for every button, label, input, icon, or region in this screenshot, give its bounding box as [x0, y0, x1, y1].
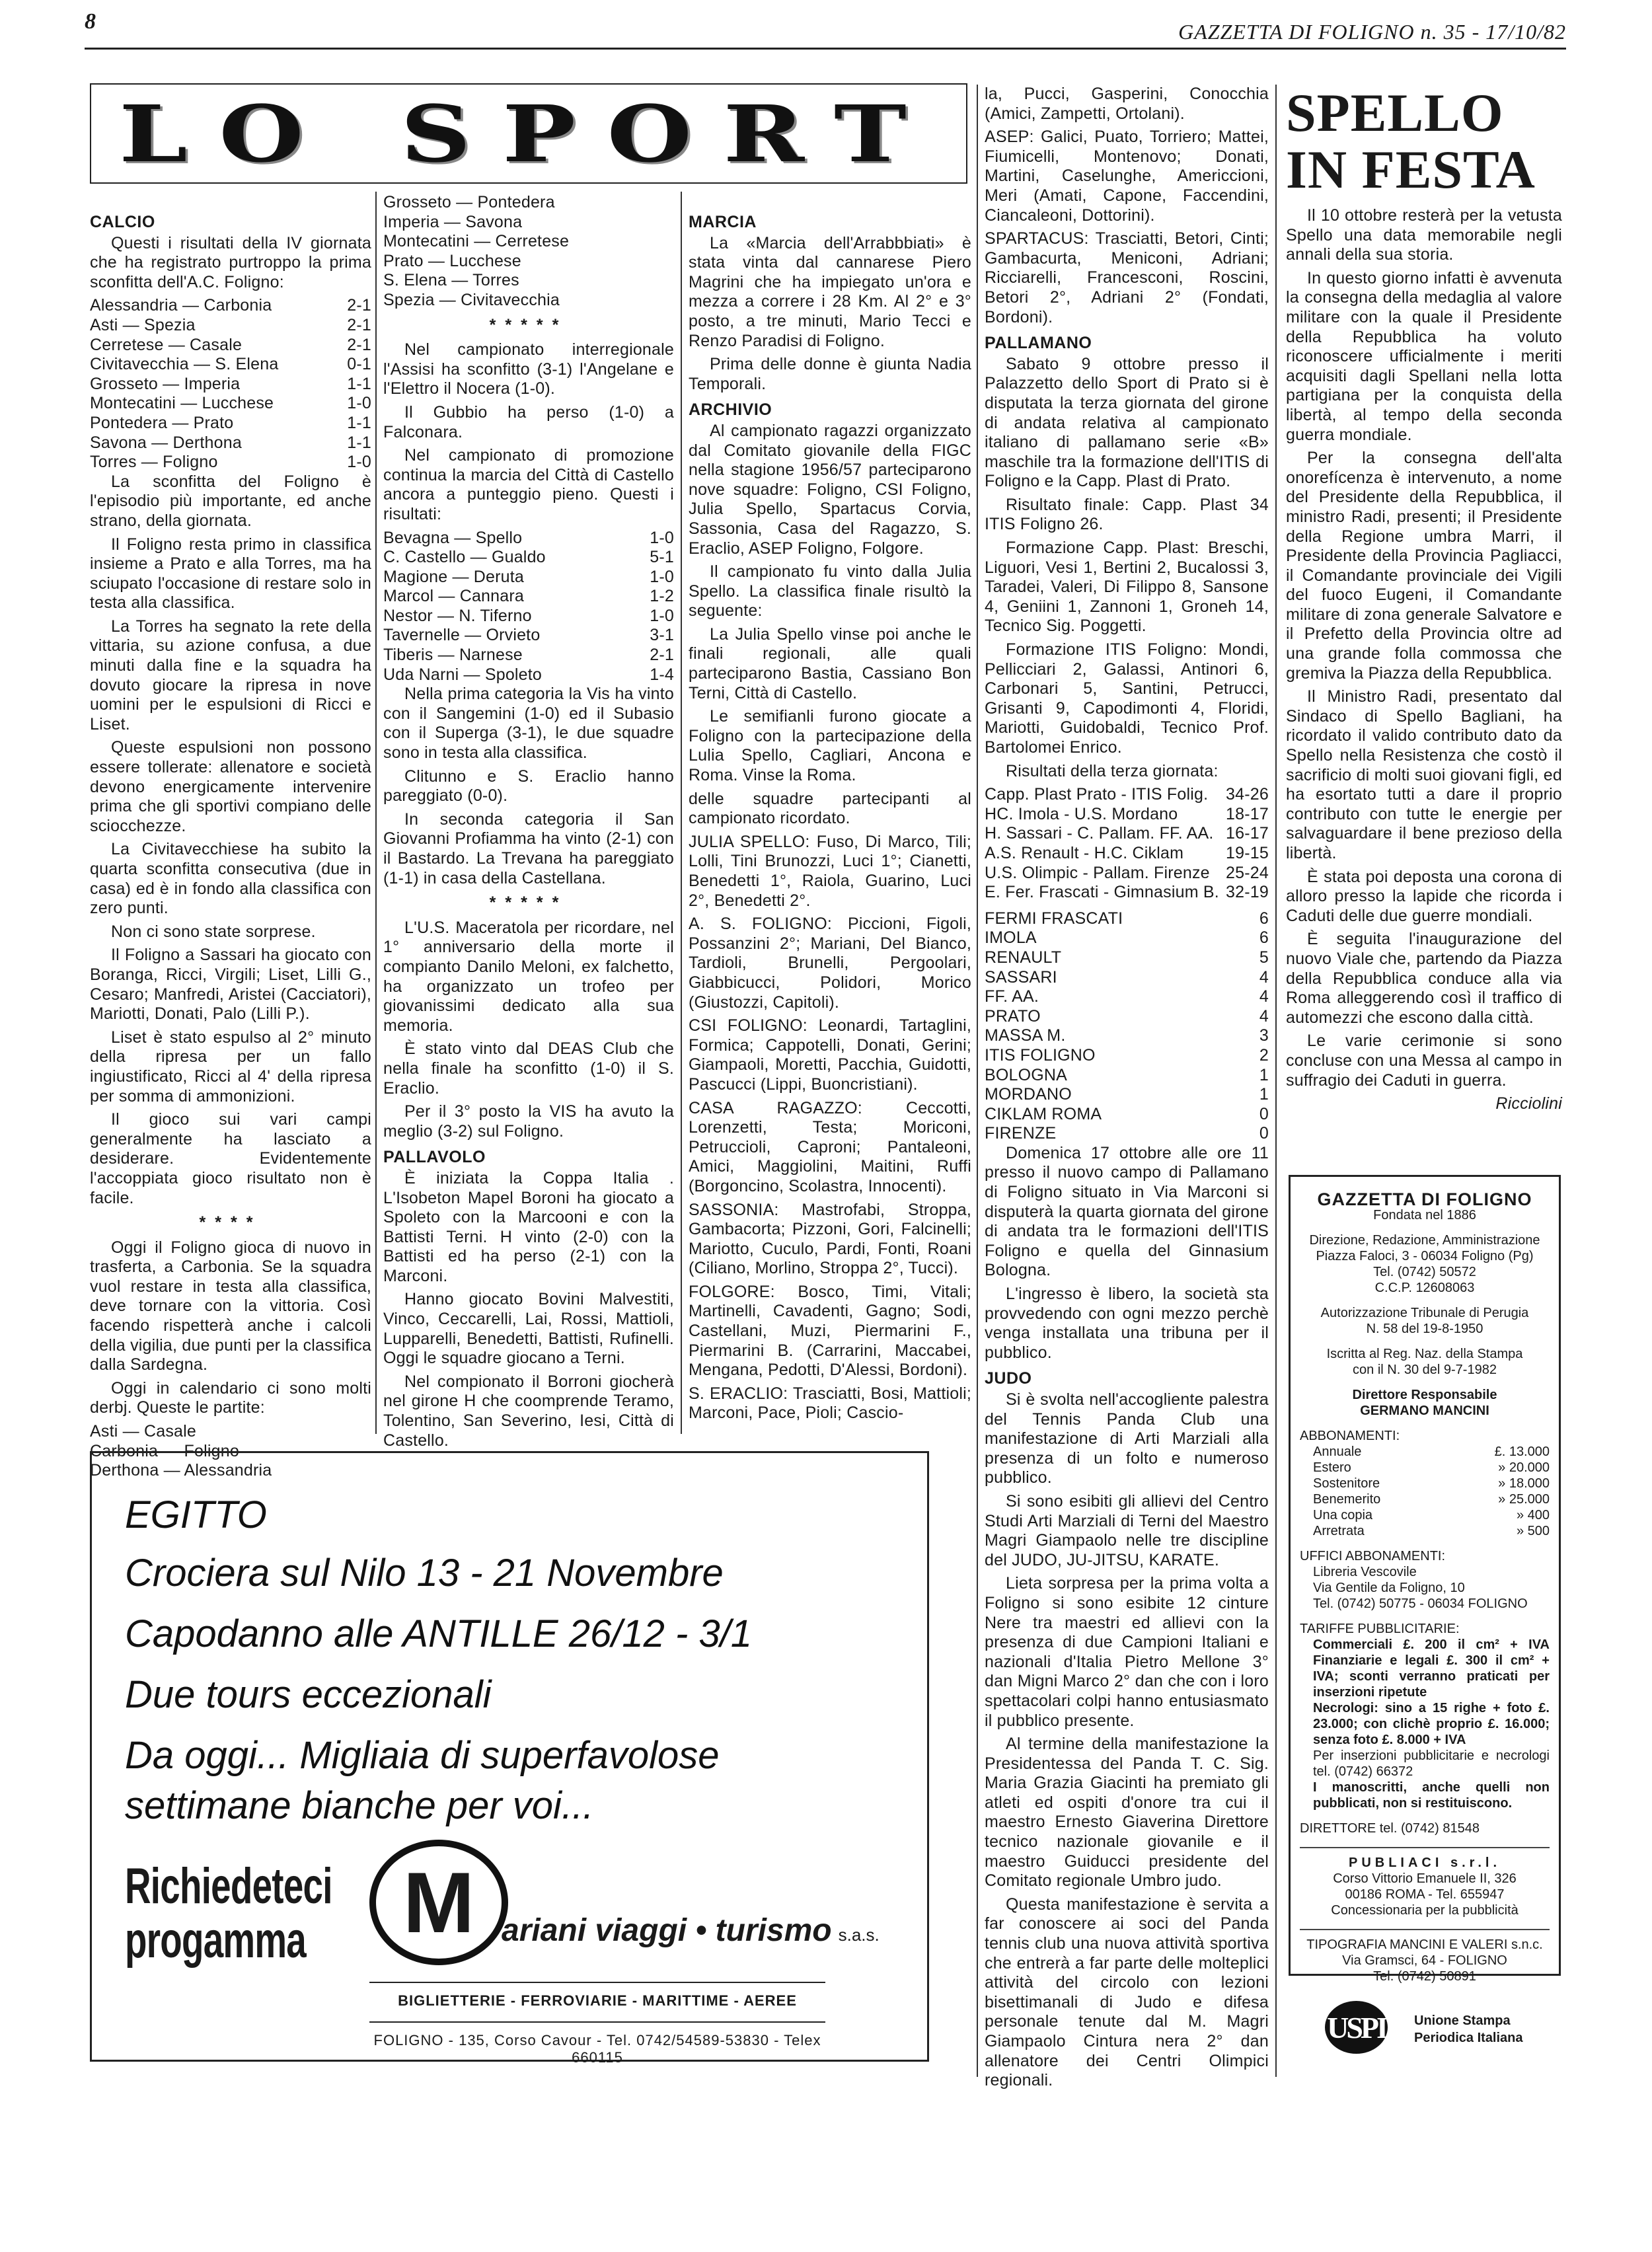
result-row	[383, 529, 674, 548]
column-divider	[681, 192, 682, 1434]
paragraph: Il 10 ottobre resterà per la vetusta Spello una data memorabile negli annali della sua storia.	[1286, 206, 1562, 264]
result-score: 3	[1259, 1026, 1269, 1045]
paragraph: Formazione ITIS Foligno: Mondi, Pellicciari 2, Galassi, Antinori 6, Carbonari 5, Santini, Petrucci, Grisanti 9, Capodimonti 4, Floridi, Mariotti, Guidobaldi, Tecnico Prof. Bartolomei Enrico.	[985, 640, 1269, 757]
paragraph: La Julia Spello vinse poi anche le finali regionali, alle quali parteciparono Bastia, Cassiano Bon Terni, Città di Castello.	[689, 624, 971, 702]
result-teams: PRATO	[985, 1006, 1041, 1026]
result-score: 1-0	[347, 453, 371, 472]
result-row	[985, 864, 1269, 883]
result-row	[90, 433, 371, 453]
travel-advertisement	[90, 1451, 929, 2066]
paragraph: Clitunno e S. Eraclio hanno pareggiato (0-0).	[383, 767, 674, 806]
paragraph: Lieta sorpresa per la prima volta a Foligno si sono esibite 12 cinture Nere tra maestri ed allievi con la presenza di due Campioni Italiani e nazionali d'Italia Pietro Mellone 3° dan Migni Marco 2° dan che con i loro spettacolari colpi hanno entusiasmato il pubblico presente.	[985, 1574, 1269, 1730]
paragraph: Nella prima categoria la Vis ha vinto con il Sangemini (1-0) ed il Subasio con il Superga (3-1), le due squadre sono in testa alla classifica.	[383, 685, 674, 763]
ad-rule	[369, 1982, 825, 1983]
paragraph: CASA RAGAZZO: Ceccotti, Lorenzetti, Testa; Moriconi, Petruccioli, Caproni; Pantaleoni, Amici, Maggiolini, Maitini, Ruffi (Borgoncino, Scolastra, Innocenti).	[689, 1098, 971, 1195]
fixture-line: Prato — Lucchese	[383, 251, 521, 270]
result-row	[985, 987, 1269, 1007]
paragraph: La sconfitta del Foligno è l'episodio più importante, ed anche strano, della giornata.	[90, 472, 371, 530]
fixture-line: Montecatini — Cerretese	[383, 232, 570, 251]
paragraph: Hanno giocato Bovini Malvestiti, Vinco, Ceccarelli, Lai, Rossi, Mattioli, Lupparelli, Benedetti, Battisti, Rufinelli. Oggi le squadre giocano a Terni.	[383, 1290, 674, 1368]
paragraph: Al termine della manifestazione la Presidentessa del Panda T. C. Sig. Maria Grazia Giacinti ha premiato gli atleti ed ospiti d'onore tra cui il maestro Ernesto Giaverina Direttore tecnico nazionale giovanile e il maestro Guiducci presidente del Comitato regionale Umbro judo.	[985, 1735, 1269, 1891]
masthead-founded: Fondata nel 1886	[1373, 1208, 1476, 1222]
result-score: 2-1	[347, 315, 371, 334]
ad-line: Due tours eccezionali	[125, 1673, 492, 1716]
logo-name: ariani viaggi • turismo	[502, 1913, 832, 1948]
result-score: 0	[1259, 1124, 1269, 1143]
fixture-line: Spezia — Civitavecchia	[383, 290, 560, 309]
result-row	[90, 453, 371, 472]
masthead-authorization: Autorizzazione Tribunale di Perugia	[1320, 1306, 1529, 1320]
paragraph: Domenica 17 ottobre alle ore 11 presso il nuovo campo di Pallamano di Foligno situato in Via Marconi si disputerà la quarta giornata del girone di andata tra le formazioni dell'ITIS Foligno e quella del Ginnasium Bologna.	[985, 1143, 1269, 1280]
director-phone: DIRETTORE tel. (0742) 81548	[1300, 1821, 1480, 1836]
column-calcio-continued	[383, 193, 674, 1454]
paragraph: Si è svolta nell'accogliente palestra del Tennis Panda Club una manifestazione di Arti Marziali alla presenza di un folto e numeroso pubblico.	[985, 1390, 1269, 1487]
result-row	[383, 665, 674, 685]
result-row	[90, 296, 371, 316]
rates-text: Commerciali £. 200 il cm² + IVA Finanziarie e legali £. 300 il cm² + IVA; sconti verranno praticati per inserzioni ripetute	[1313, 1637, 1550, 1700]
result-score: 32-19	[1226, 883, 1269, 902]
result-teams: Tiberis — Narnese	[383, 646, 523, 665]
result-score: 2-1	[347, 296, 371, 315]
result-row	[985, 805, 1269, 825]
newspaper-issue-title: GAZZETTA DI FOLIGNO n. 35 - 17/10/82	[1178, 20, 1566, 44]
result-teams: BOLOGNA	[985, 1065, 1068, 1084]
masthead-director-name: GERMANO MANCINI	[1360, 1404, 1489, 1418]
paragraph: Oggi in calendario ci sono molti derbj. Queste le partite:	[90, 1378, 371, 1417]
paragraph: Risultati della terza giornata:	[1006, 761, 1219, 780]
masthead-divider	[1300, 1847, 1550, 1848]
result-row	[985, 1026, 1269, 1046]
result-teams: CIKLAM ROMA	[985, 1104, 1102, 1123]
paragraph: La «Marcia dell'Arrabbbiati» è stata vinta dal cannarese Piero Magrini che ha impiegato un'ora e mezza a correre i 28 Km. Al 2° e 3° posto, a tre minuti, Mario Tecci e Renzo Paradisi di Foligno.	[689, 233, 971, 350]
subscription-type: Sostenitore	[1313, 1476, 1380, 1491]
ad-cta-line: progamma	[125, 1912, 306, 1969]
paragraph: Il Gubbio ha perso (1-0) a Falconara.	[383, 402, 674, 441]
paragraph: La Civitavecchiese ha subito la quarta sconfitta consecutiva (due in casa) ed è in fondo alla classifica con zero punti.	[90, 840, 371, 918]
result-teams: MORDANO	[985, 1085, 1072, 1104]
result-score: 1-4	[650, 665, 674, 684]
publiaci-line: Corso Vittorio Emanuele II, 326	[1333, 1871, 1517, 1886]
paragraph: Nel compionato il Borroni giocherà nel girone H che coomprende Teramo, Tolentino, San Severino, Iesi, Città di Castello.	[383, 1372, 674, 1450]
section-heading: PALLAMANO	[985, 334, 1092, 353]
column-marcia-archivio	[689, 206, 971, 1427]
paragraph: Oggi il Foligno gioca di nuovo in trasferta, a Carbonia. Se la squadra vuol restare in testa alla classifica, deve tornare con la vittoria. Così facendo rispetterà anche i calcoli della vigilia, due punti per la classifica dalla Sardegna.	[90, 1238, 371, 1374]
ad-cta-line: Richiedeteci	[125, 1858, 332, 1914]
paragraph: Nel campionato di promozione continua la marcia del Città di Castello ancora a punteggio pieno. Questi i risultati:	[383, 446, 674, 523]
uspi-logo	[1325, 2001, 1388, 2054]
result-row	[985, 785, 1269, 805]
subscription-row	[1300, 1507, 1550, 1523]
result-score: 2-1	[347, 335, 371, 354]
result-row	[985, 824, 1269, 844]
ad-address: FOLIGNO - 135, Corso Cavour - Tel. 0742/54589-53830 - Telex 660115	[373, 2032, 821, 2066]
paragraph: Formazione Capp. Plast: Breschi, Liguori, Vesi 1, Bertini 2, Bucalossi 3, Taradei, Valeri, Di Filippo 8, Sansone 4, Geniini 1, Zannoni 1, Groneh 14, Tecnico Sig. Poggetti.	[985, 539, 1269, 636]
publiaci-line: 00186 ROMA - Tel. 655947	[1345, 1887, 1505, 1902]
spello-headline: SPELLO IN FESTA	[1286, 83, 1536, 200]
result-row	[90, 414, 371, 433]
result-teams: ITIS FOLIGNO	[985, 1045, 1096, 1065]
result-teams: Capp. Plast Prato - ITIS Folig.	[985, 785, 1209, 804]
masthead-office: C.C.P. 12608063	[1374, 1281, 1475, 1295]
result-score: 1-0	[347, 394, 371, 413]
paragraph: Nel campionato interregionale l'Assisi ha sconfitto (3-1) l'Angelane e l'Elettro il Nocera (1-0).	[383, 340, 674, 398]
offices-line: Tel. (0742) 50775 - 06034 FOLIGNO	[1313, 1596, 1528, 1611]
paragraph: Il Foligno resta primo in classifica insieme a Prato e alla Torres, ma ha sciupato l'occasione di restare solo in testa alla classifica.	[90, 535, 371, 613]
result-row	[985, 968, 1269, 988]
paragraph: Le varie cerimonie si sono concluse con una Messa al campo in suffragio dei Caduti in guerra.	[1286, 1032, 1562, 1090]
result-row	[383, 587, 674, 607]
separator-stars: *****	[489, 315, 568, 334]
printer-line: Tel. (0742) 50891	[1373, 1969, 1476, 1984]
result-score: 5-1	[650, 548, 674, 567]
uspi-caption	[1414, 2012, 1523, 2046]
result-row	[985, 1007, 1269, 1027]
paragraph: In seconda categoria il San Giovanni Profiamma ha vinto (2-1) con il Bastardo. La Trevana ha pareggiato (1-1) in casa della Castellana.	[383, 809, 674, 887]
manuscripts-note: I manoscritti, anche quelli non pubblicati, non si restituiscono.	[1313, 1780, 1550, 1811]
subscription-price: » 20.000	[1498, 1460, 1550, 1475]
subscription-price: » 500	[1516, 1524, 1550, 1538]
masthead-divider	[1300, 1929, 1550, 1930]
ad-call-to-action	[125, 1859, 332, 1968]
paragraph: Liset è stato espulso al 2° minuto della ripresa per un fallo ingiustificato, Ricci al 4' della ripresa per somma di ammonizioni.	[90, 1028, 371, 1106]
result-row	[985, 1105, 1269, 1125]
paragraph: L'U.S. Maceratola per ricordare, nel 1° anniversario della morte il compianto Danilo Meloni, ex falchetto, ha organizzato un trofeo per giovanissimi dedicato alla sua memoria.	[383, 918, 674, 1035]
paragraph: È stata poi deposta una corona di alloro presso la lapide che ricorda i Caduti delle due guerre mondiali.	[1286, 867, 1562, 925]
result-teams: Nestor — N. Tiferno	[383, 606, 532, 625]
result-row	[985, 1124, 1269, 1144]
offices-label: UFFICI ABBONAMENTI:	[1300, 1549, 1446, 1563]
result-row	[90, 394, 371, 414]
result-teams: Tavernelle — Orvieto	[383, 626, 541, 645]
ads-contact: Per inserzioni pubblicitarie e necrologi tel. (0742) 66372	[1313, 1748, 1550, 1779]
paragraph: Le semifianli furono giocate a Foligno con la partecipazione della Lulia Spello, Cagliari, Ancona e Roma. Vinse la Roma.	[689, 707, 971, 785]
separator-stars: ****	[199, 1213, 262, 1232]
column-divider	[1275, 85, 1277, 2077]
uspi-line: Unione Stampa	[1414, 2013, 1511, 2028]
paragraph: Prima delle donne è giunta Nadia Temporali.	[689, 355, 971, 393]
result-row	[985, 1085, 1269, 1105]
result-row	[383, 568, 674, 587]
paragraph: delle squadre partecipanti al campionato ricordato.	[689, 789, 971, 828]
spacer	[985, 903, 1269, 909]
fixture-line: Grosseto — Pontedera	[383, 193, 555, 211]
result-score: 3-1	[650, 626, 674, 645]
section-heading: JUDO	[985, 1369, 1032, 1388]
result-score: 5	[1259, 948, 1269, 967]
section-title: LO SPORT	[119, 87, 938, 180]
subscription-price: » 25.000	[1498, 1492, 1550, 1507]
result-row	[383, 548, 674, 568]
ad-line: settimane bianche per voi...	[125, 1784, 594, 1827]
ad-rule	[369, 2021, 825, 2023]
paragraph: Il Foligno a Sassari ha giocato con Boranga, Ricci, Virgili; Liset, Lilli G., Cesaro; Manfredi, Aristei (Cacciatori), Mariotti, Donati, Palo (Lilli P.).	[90, 946, 371, 1024]
result-teams: HC. Imola - U.S. Mordano	[985, 804, 1178, 823]
result-teams: Uda Narni — Spoleto	[383, 665, 543, 684]
result-teams: Cerretese — Casale	[90, 335, 243, 354]
result-teams: IMOLA	[985, 928, 1037, 948]
paragraph: Il campionato fu vinto dalla Julia Spello. La classifica finale risultò la seguente:	[689, 562, 971, 620]
result-score: 1-2	[650, 587, 674, 606]
column-calcio	[90, 206, 371, 1481]
ad-line: Capodanno alle ANTILLE 26/12 - 3/1	[125, 1612, 753, 1655]
paragraph: A. S. FOLIGNO: Piccioni, Figoli, Possanzini 2°; Mariani, Del Bianco, Tardioli, Brunelli, Pergoolari, Giabbicucci, Polidori, Morico (Giustozzi, Capitoli).	[689, 915, 971, 1012]
result-row	[985, 948, 1269, 968]
masthead-name: GAZZETTA DI FOLIGNO	[1317, 1189, 1532, 1209]
paragraph: JULIA SPELLO: Fuso, Di Marco, Tili; Lolli, Tini Brunozzi, Luci 1°; Cianetti, Benedetti 1°, Raiola, Guarino, Luci 2°, Benedetti 2°.	[689, 832, 971, 910]
result-row	[90, 355, 371, 375]
result-teams: Torres — Foligno	[90, 453, 218, 472]
subscription-type: Arretrata	[1313, 1524, 1365, 1538]
result-score: 4	[1259, 1006, 1269, 1026]
result-score: 1-1	[347, 413, 371, 432]
result-teams: Savona — Derthona	[90, 433, 242, 452]
paragraph: In questo giorno infatti è avvenuta la consegna della medaglia al valore militare con la quale il Presidente della Repubblica ha voluto riconoscere ufficialmente i meriti acquisiti dagli Spellani nella lotta partigiana per la conquista della libertà, al tempo della seconda guerra mondiale.	[1286, 268, 1562, 444]
result-teams: MASSA M.	[985, 1026, 1066, 1045]
masthead-authorization: N. 58 del 19-8-1950	[1366, 1322, 1483, 1336]
result-row	[383, 607, 674, 626]
result-score: 1-1	[347, 374, 371, 393]
subscription-type: Annuale	[1313, 1445, 1362, 1459]
result-score: 1-0	[650, 567, 674, 586]
fixture-line: Asti — Casale	[90, 1422, 196, 1441]
column-divider	[375, 192, 377, 1434]
ad-services: BIGLIETTERIE - FERROVIARIE - MARITTIME - AEREE	[398, 1992, 797, 2009]
separator-stars: *****	[489, 893, 568, 913]
result-score: 6	[1259, 909, 1269, 928]
result-score: 6	[1259, 928, 1269, 948]
subscription-price: £. 13.000	[1494, 1445, 1550, 1459]
result-teams: Pontedera — Prato	[90, 413, 234, 432]
column-pallamano-judo	[985, 85, 1269, 2095]
paragraph: La Torres ha segnato la rete della vittaria, su azione confusa, a due minuti dalla fine e la squadra ha dovuto giocare la ripresa in nove uomini per le espulsioni di Ricci e Liset.	[90, 617, 371, 733]
subscription-type: Una copia	[1313, 1508, 1373, 1522]
section-heading: ARCHIVIO	[689, 400, 772, 420]
paragraph: Sabato 9 ottobre presso il Palazzetto dello Sport di Prato si è disputata la terza giornata del girone di andata relativa al campionato italiano di pallamano serie «B» maschile tra la formazione dell'ITIS di Foligno e la Capp. Plast di Prato.	[985, 354, 1269, 491]
paragraph: È stato vinto dal DEAS Club che nella finale ha sconfitto (1-0) il S. Eraclio.	[383, 1039, 674, 1098]
fixture-line: Derthona — Alessandria	[90, 1461, 272, 1480]
result-teams: Marcol — Cannara	[383, 587, 525, 606]
subscriptions-label: ABBONAMENTI:	[1300, 1429, 1400, 1443]
logo-suffix: s.a.s.	[838, 1925, 880, 1945]
subscriptions-list	[1300, 1444, 1550, 1539]
masthead-registration: Iscritta al Reg. Naz. della Stampa	[1326, 1347, 1523, 1361]
result-teams: E. Fer. Frascati - Gimnasium B.	[985, 883, 1219, 902]
result-row	[90, 375, 371, 394]
result-score: 1-0	[650, 528, 674, 547]
fixture-line: Carbonia — Foligno	[90, 1441, 239, 1460]
paragraph: Questa manifestazione è servita a far conoscere ai soci del Panda tennis club una nuova attività sportiva che entrerà a far parte delle molteplici attività del circolo con lezioni bisettimanali di Judo e difesa personale tenute dal M. Magri Giampaolo Cintura nera 2° dan allenatore dei Centri Olimpici regionali.	[985, 1895, 1269, 2090]
masthead-office: Piazza Faloci, 3 - 06034 Foligno (Pg)	[1316, 1249, 1534, 1263]
subscription-row	[1300, 1444, 1550, 1460]
result-score: 0-1	[347, 355, 371, 374]
result-score: 1-0	[650, 606, 674, 625]
subscription-row	[1300, 1491, 1550, 1507]
paragraph: FOLGORE: Bosco, Timi, Vitali; Martinelli, Cavadenti, Gagno; Sodi, Castellani, Muzi, Piermarini F., Piermarini B. (Carrarini, Maccabei, Mengana, Pedotti, D'Alessi, Bordoni).	[689, 1282, 971, 1380]
paragraph: Si sono esibiti gli allievi del Centro Studi Arti Marziali di Terni del Maestro Magri Giampaolo nelle tre discipline del JUDO, JU-JITSU, KARATE.	[985, 1491, 1269, 1569]
result-teams: Alessandria — Carbonia	[90, 296, 272, 315]
paragraph: Il gioco sui vari campi generalmente ha lasciato a desiderare. Evidentemente l'accoppiata gioco risultato non è facile.	[90, 1110, 371, 1207]
offices-line: Via Gentile da Foligno, 10	[1313, 1581, 1465, 1595]
fixture-line: S. Elena — Torres	[383, 271, 519, 290]
paragraph: CSI FOLIGNO: Leonardi, Tartaglini, Formica; Cappotelli, Donati, Gerini; Giampaoli, Moretti, Pacchia, Guidotti, Pascucci (Lippi, Buoncristiani).	[689, 1016, 971, 1094]
paragraph: SPARTACUS: Trasciatti, Betori, Cinti; Gambacurta, Meniconi, Adriani; Ricciarelli, Francesconi, Roscini, Betori 2°, Adriani 2° (Fondati, Bordoni).	[985, 229, 1269, 326]
result-score: 4	[1259, 967, 1269, 987]
result-score: 0	[1259, 1104, 1269, 1123]
masthead-director-label: Direttore Responsabile	[1352, 1388, 1497, 1402]
paragraph: Risultato finale: Capp. Plast 34 ITIS Foligno 26.	[985, 495, 1269, 534]
paragraph: SASSONIA: Mastrofabi, Stroppa, Gambacorta; Pizzoni, Gori, Falcinelli; Mariotto, Cuculo, Pardi, Fonti, Roani (Ciliano, Morlino, Stroppa 2°, Tucci).	[689, 1200, 971, 1278]
result-teams: Magione — Deruta	[383, 567, 525, 586]
result-score: 2	[1259, 1045, 1269, 1065]
subscription-price: » 18.000	[1498, 1476, 1550, 1491]
paragraph: S. ERACLIO: Trasciatti, Bosi, Mattioli; Marconi, Pace, Pioli; Cascio-	[689, 1384, 971, 1423]
offices-line: Libreria Vescovile	[1313, 1565, 1417, 1579]
result-score: 18-17	[1226, 804, 1269, 823]
fixture-line: Imperia — Savona	[383, 212, 523, 231]
result-teams: Asti — Spezia	[90, 315, 196, 334]
paragraph: la, Pucci, Gasperini, Conocchia (Amici, Zampetti, Ortolani).	[985, 85, 1269, 123]
result-score: 25-24	[1226, 863, 1269, 882]
section-heading: CALCIO	[90, 213, 155, 231]
result-row	[383, 646, 674, 665]
subscription-row	[1300, 1460, 1550, 1476]
masthead-office: Direzione, Redazione, Amministrazione	[1309, 1233, 1540, 1248]
masthead-office: Tel. (0742) 50572	[1373, 1265, 1476, 1279]
paragraph: ASEP: Galici, Puato, Torriero; Mattei, Fiumicelli, Montenovo; Donati, Martini, Caselunghe, Americcioni, Meri (Amati, Capone, Faccendini, Ciancaleoni, Dottorini).	[985, 128, 1269, 225]
mariani-logo-mark	[369, 1840, 508, 1965]
paragraph: L'ingresso è libero, la società sta provvedendo con ogni mezzo perchè venga installata una tribuna per il pubblico.	[985, 1285, 1269, 1362]
publiaci-name: PUBLIACI s.r.l.	[1348, 1856, 1501, 1870]
header-rule	[85, 48, 1566, 50]
section-heading: PALLAVOLO	[383, 1148, 486, 1167]
paragraph: È seguita l'inaugurazione del nuovo Viale che, partendo da Piazza della Repubblica conduce alla via Roma alleggerendo così il traffico di automezzi che escono dalla città.	[1286, 930, 1562, 1027]
result-score: 1-1	[347, 433, 371, 452]
result-row	[985, 909, 1269, 929]
result-row	[985, 1066, 1269, 1086]
result-row	[985, 844, 1269, 864]
result-teams: H. Sassari - C. Pallam. FF. AA.	[985, 824, 1214, 843]
result-teams: Montecatini — Lucchese	[90, 394, 274, 413]
result-teams: SASSARI	[985, 967, 1057, 987]
printer-line: Via Gramsci, 64 - FOLIGNO	[1342, 1953, 1507, 1968]
section-heading: MARCIA	[689, 213, 757, 231]
result-score: 1	[1259, 1065, 1269, 1084]
paragraph: Per il 3° posto la VIS ha avuto la meglio (3-2) sul Foligno.	[383, 1102, 674, 1141]
mariani-logo	[369, 1840, 880, 1972]
result-teams: Civitavecchia — S. Elena	[90, 355, 279, 374]
result-row	[985, 883, 1269, 903]
result-teams: RENAULT	[985, 948, 1062, 967]
paragraph: È iniziata la Coppa Italia . L'Isobeton Mapel Boroni ha giocato a Spoleto con la Marcooni e con la Battisti Terni. H vinto (2-0) con la Battisti ed ha perso (2-1) con la Marconi.	[383, 1168, 674, 1285]
paragraph: Il Ministro Radi, presentato dal Sindaco di Spello Bagliani, ha ricordato il valido contributo dato da Spello nella Resistenza che costò il sacrificio di molti suoi giovani figli, ed ha esortato tutti a dare il proprio contributo con tutte le energie per salvaguardare il bene prezioso della libertà.	[1286, 687, 1562, 862]
paragraph: Per la consegna dell'alta onorefícenza è intervenuto, a nome del Presidente della Repubblica, il ministro Radi, presenti; il Presidente della Regione umbra Marri, il Presidente della Provincia Pagliacci, il Comandante provinciale dei Vigili del fuoco Eugeni, il Comandante militare di zona generale Salvatore e il Prefetto della Provincia oltre ad una grande folla commossa che gremiva la Piazza della Repubblica.	[1286, 449, 1562, 683]
result-score: 2-1	[650, 646, 674, 665]
logo-letter: M	[402, 1854, 475, 1951]
subscription-type: Estero	[1313, 1460, 1351, 1475]
rates-label: TARIFFE PUBBLICITARIE:	[1300, 1622, 1460, 1636]
result-teams: U.S. Olimpic - Pallam. Firenze	[985, 863, 1210, 882]
paragraph: Questi i risultati della IV giornata che ha registrato purtroppo la prima sconfitta dell'A.C. Foligno:	[90, 233, 371, 291]
result-row	[985, 1046, 1269, 1066]
uspi-line: Periodica Italiana	[1414, 2031, 1523, 2045]
paragraph: Al campionato ragazzi organizzato dal Comitato giovanile della FIGC nella stagione 1956/57 parteciparono nove squadre: Foligno, CSI Foligno, Julia Spello, Spartacus Corvia, Sassonia, Casa del Ragazzo, S. Eraclio, ASEP Foligno, Folgore.	[689, 421, 971, 558]
result-row	[383, 626, 674, 646]
masthead-box	[1289, 1175, 1561, 1984]
result-teams: C. Castello — Gualdo	[383, 548, 546, 567]
subscription-row	[1300, 1476, 1550, 1491]
result-teams: FF. AA.	[985, 987, 1039, 1006]
necrology-rates: Necrologi: sino a 15 righe + foto £. 23.000; con clichè proprio £. 16.000; senza foto £. 8.000 + IVA	[1313, 1701, 1550, 1747]
result-teams: Bevagna — Spello	[383, 528, 523, 547]
result-score: 4	[1259, 987, 1269, 1006]
result-row	[985, 928, 1269, 948]
publiaci-line: Concessionaria per la pubblicità	[1331, 1903, 1519, 1918]
page-number: 8	[85, 9, 96, 34]
result-score: 1	[1259, 1085, 1269, 1104]
subscription-row	[1300, 1523, 1550, 1539]
uspi-logo-text: USPI	[1327, 2010, 1386, 2045]
column-divider	[977, 85, 978, 2077]
ad-line: Da oggi... Migliaia di superfavolose	[125, 1734, 720, 1777]
subscription-price: » 400	[1516, 1508, 1550, 1522]
column-spello-in-festa	[1286, 85, 1562, 1114]
result-score: 34-26	[1226, 785, 1269, 804]
result-score: 16-17	[1226, 824, 1269, 843]
paragraph: Non ci sono state sorprese.	[111, 922, 316, 941]
result-teams: A.S. Renault - H.C. Ciklam	[985, 843, 1184, 862]
subscription-type: Benemerito	[1313, 1492, 1381, 1507]
paragraph: Queste espulsioni non possono essere tollerate: allenatore e società devono energicamente intervenire prima che gli sportivi compiano delle sciocchezze.	[90, 738, 371, 835]
result-teams: Grosseto — Imperia	[90, 374, 241, 393]
result-score: 19-15	[1226, 843, 1269, 862]
mariani-logo-name	[502, 1912, 880, 1949]
printer-name: TIPOGRAFIA MANCINI E VALERI s.n.c.	[1306, 1937, 1543, 1952]
result-row	[90, 336, 371, 356]
section-banner	[90, 83, 967, 184]
ad-line: Crociera sul Nilo 13 - 21 Novembre	[125, 1552, 724, 1595]
masthead-registration: con il N. 30 del 9-7-1982	[1353, 1363, 1497, 1377]
result-teams: FIRENZE	[985, 1124, 1057, 1143]
ad-line: EGITTO	[125, 1493, 267, 1536]
author-signature: Ricciolini	[1495, 1094, 1562, 1113]
result-row	[90, 316, 371, 336]
result-teams: FERMI FRASCATI	[985, 909, 1123, 928]
